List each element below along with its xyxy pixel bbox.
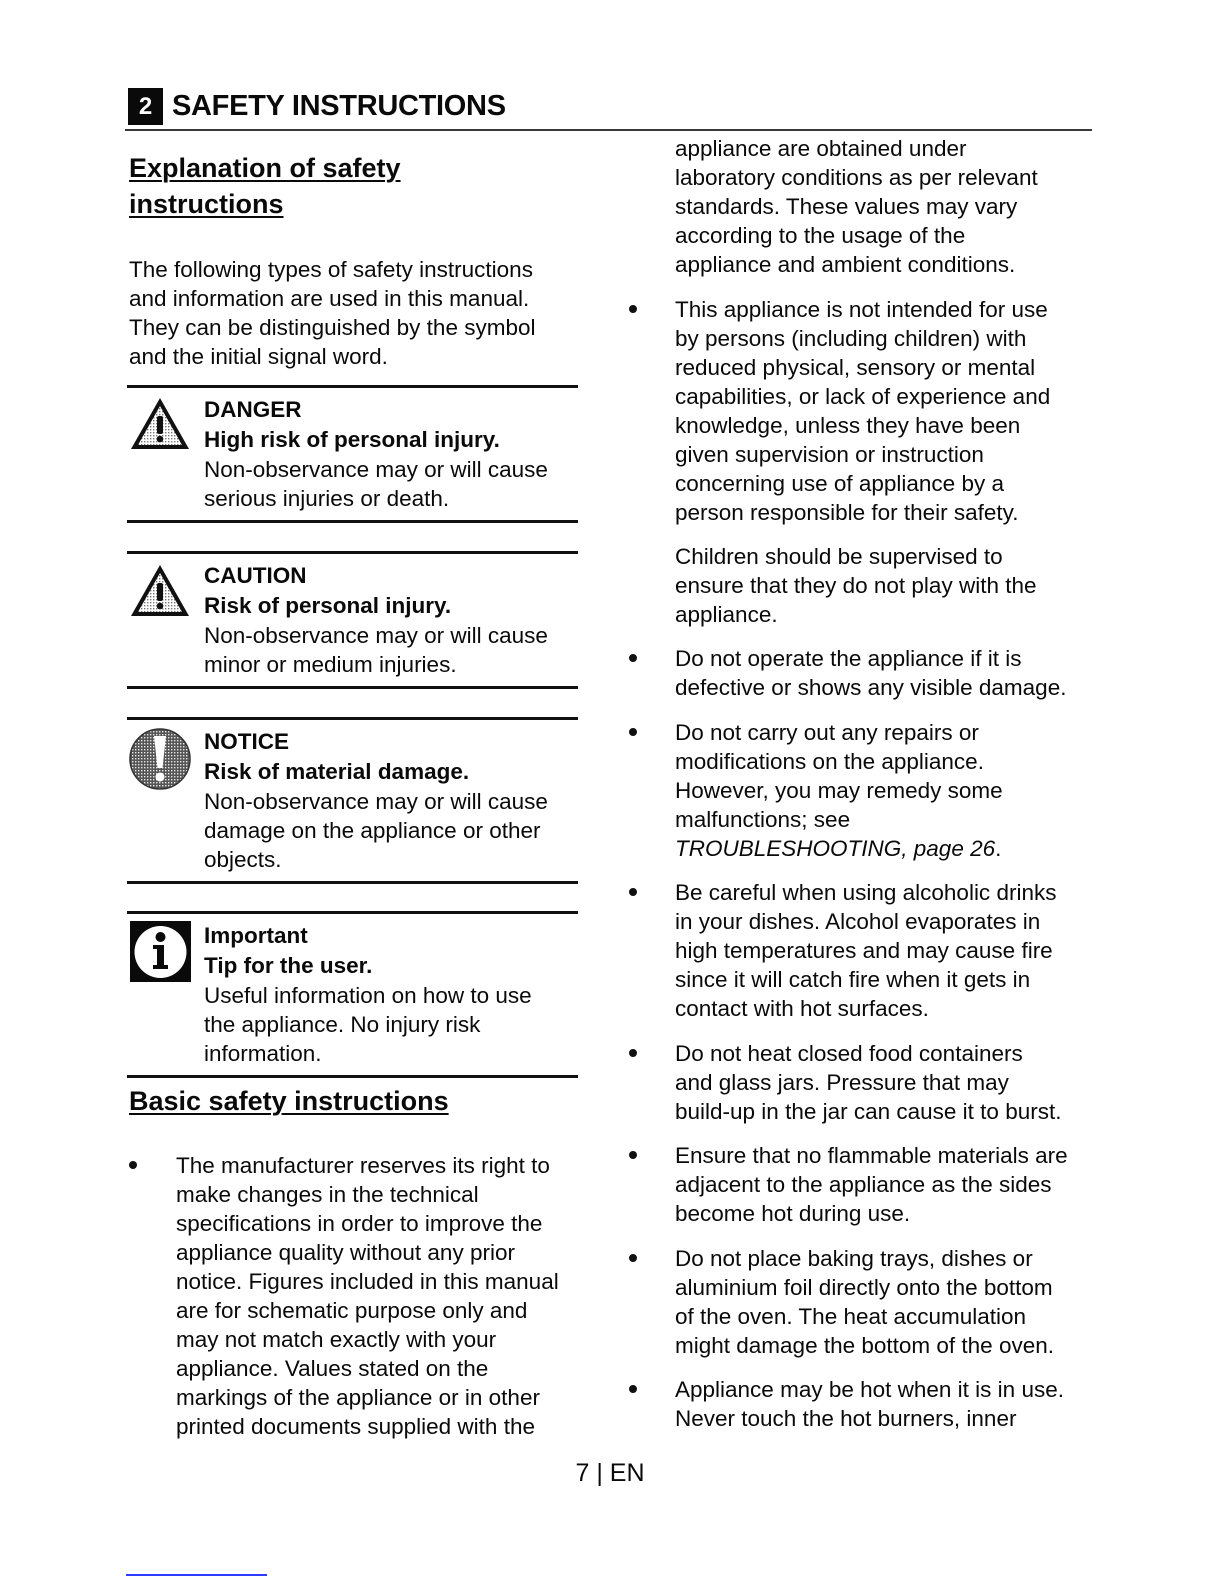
bullet-line: build-up in the jar can cause it to burst. bbox=[675, 1099, 1062, 1124]
continuation-paragraph bbox=[675, 134, 1115, 279]
notice-body-line: serious injuries or death. bbox=[204, 486, 450, 511]
bullet-alcohol bbox=[675, 878, 1115, 1023]
bullet-icon bbox=[629, 1049, 637, 1057]
bullet-line: Never touch the hot burners, inner bbox=[675, 1406, 1017, 1431]
bullet-line: given supervision or instruction bbox=[675, 442, 984, 467]
bullet-flammable bbox=[675, 1141, 1115, 1228]
notice-body-line: Non-observance may or will cause bbox=[204, 789, 548, 814]
notice-body-line: the appliance. No injury risk bbox=[204, 1012, 481, 1037]
footnote-link-line bbox=[126, 1574, 267, 1576]
bullet-line: notice. Figures included in this manual bbox=[176, 1269, 559, 1294]
info-icon bbox=[130, 921, 191, 982]
notice-label: Important bbox=[204, 923, 308, 948]
bullet-line: appliance quality without any prior bbox=[176, 1240, 515, 1265]
bullet-icon bbox=[629, 1151, 637, 1159]
danger-box-top-rule bbox=[127, 385, 578, 388]
bullet-line: modifications on the appliance. bbox=[675, 749, 984, 774]
bullet-line: specifications in order to improve the bbox=[176, 1211, 543, 1236]
caution-box-top-rule bbox=[127, 551, 578, 554]
xref-suffix: . bbox=[995, 836, 1002, 861]
intro-line: The following types of safety instructions bbox=[129, 257, 533, 282]
bullet-line: Do not operate the appliance if it is bbox=[675, 646, 1022, 671]
bullet-closed-containers bbox=[675, 1039, 1115, 1126]
bullet-line: may not match exactly with your bbox=[176, 1327, 497, 1352]
page-title: SAFETY INSTRUCTIONS bbox=[172, 90, 506, 122]
bullet-line: capabilities, or lack of experience and bbox=[675, 384, 1051, 409]
bullet-line: Do not place baking trays, dishes or bbox=[675, 1246, 1033, 1271]
exclamation-circle-icon bbox=[129, 728, 191, 790]
bullet-line: by persons (including children) with bbox=[675, 326, 1027, 351]
notice-subtitle: Tip for the user. bbox=[204, 953, 373, 978]
section-number-badge: 2 bbox=[128, 88, 163, 125]
notice-body-line: objects. bbox=[204, 847, 282, 872]
basic-safety-heading: Basic safety instructions bbox=[129, 1086, 449, 1116]
warning-triangle-icon bbox=[129, 396, 191, 452]
bullet-line: appliance. bbox=[675, 602, 778, 627]
bullet-icon bbox=[629, 1385, 637, 1393]
intro-line: and the initial signal word. bbox=[129, 344, 388, 369]
notice-box-bottom-rule bbox=[127, 881, 578, 884]
bullet-line: concerning use of appliance by a bbox=[675, 471, 1004, 496]
bullet-manufacturer bbox=[176, 1151, 596, 1441]
bullet-line: The manufacturer reserves its right to bbox=[176, 1153, 550, 1178]
bullet-line: ensure that they do not play with the bbox=[675, 573, 1037, 598]
notice-subtitle: Risk of material damage. bbox=[204, 759, 470, 784]
bullet-line: This appliance is not intended for use bbox=[675, 297, 1048, 322]
bullet-line: of the oven. The heat accumulation bbox=[675, 1304, 1027, 1329]
explanation-intro bbox=[129, 255, 589, 371]
notice-body-line: Non-observance may or will cause bbox=[204, 457, 548, 482]
bullet-icon bbox=[629, 654, 637, 662]
caution-notice bbox=[204, 561, 584, 679]
bullet-line: malfunctions; see bbox=[675, 807, 851, 832]
bullet-baking-trays bbox=[675, 1244, 1115, 1360]
caution-box-bottom-rule bbox=[127, 686, 578, 689]
explanation-heading-line1: Explanation of safety bbox=[129, 153, 401, 183]
troubleshooting-link[interactable]: TROUBLESHOOTING, page 26 bbox=[675, 836, 996, 861]
bullet-icon bbox=[629, 888, 637, 896]
notice-label: CAUTION bbox=[204, 563, 307, 588]
bullet-line: Ensure that no flammable materials are bbox=[675, 1143, 1068, 1168]
bullet-line: Children should be supervised to bbox=[675, 544, 1003, 569]
bullet-line: Appliance may be hot when it is in use. bbox=[675, 1377, 1064, 1402]
bullet-line: make changes in the technical bbox=[176, 1182, 479, 1207]
bullet-line: reduced physical, sensory or mental bbox=[675, 355, 1036, 380]
bullet-line: appliance. Values stated on the bbox=[176, 1356, 489, 1381]
bullet-line: in your dishes. Alcohol evaporates in bbox=[675, 909, 1041, 934]
page-number: 7 | EN bbox=[575, 1459, 645, 1487]
bullet-line: and glass jars. Pressure that may bbox=[675, 1070, 1009, 1095]
danger-box-bottom-rule bbox=[127, 520, 578, 523]
notice-body-line: minor or medium injuries. bbox=[204, 652, 457, 677]
bullet-line: defective or shows any visible damage. bbox=[675, 675, 1067, 700]
notice-box-top-rule bbox=[127, 717, 578, 720]
bullet-line: Be careful when using alcoholic drinks bbox=[675, 880, 1057, 905]
intro-line: They can be distinguished by the symbol bbox=[129, 315, 536, 340]
important-notice bbox=[204, 921, 584, 1068]
bullet-appliance-hot bbox=[675, 1375, 1115, 1433]
notice-label: DANGER bbox=[204, 397, 302, 422]
bullet-line: appliance are obtained under bbox=[675, 136, 967, 161]
notice-body-line: damage on the appliance or other bbox=[204, 818, 541, 843]
bullet-not-intended bbox=[675, 295, 1115, 527]
intro-line: and information are used in this manual. bbox=[129, 286, 530, 311]
danger-notice bbox=[204, 395, 584, 513]
notice-body-line: Non-observance may or will cause bbox=[204, 623, 548, 648]
bullet-line: become hot during use. bbox=[675, 1201, 911, 1226]
bullet-line: aluminium foil directly onto the bottom bbox=[675, 1275, 1053, 1300]
bullet-line: printed documents supplied with the bbox=[176, 1414, 535, 1439]
bullet-line: since it will catch fire when it gets in bbox=[675, 967, 1031, 992]
notice-body-line: Useful information on how to use bbox=[204, 983, 532, 1008]
notice-body-line: information. bbox=[204, 1041, 322, 1066]
bullet-line: contact with hot surfaces. bbox=[675, 996, 929, 1021]
bullet-icon bbox=[629, 305, 637, 313]
header-divider bbox=[125, 129, 1092, 131]
notice-notice bbox=[204, 727, 584, 874]
bullet-line: Do not heat closed food containers bbox=[675, 1041, 1023, 1066]
children-paragraph bbox=[675, 542, 1115, 629]
bullet-line: according to the usage of the bbox=[675, 223, 966, 248]
bullet-line: might damage the bottom of the oven. bbox=[675, 1333, 1054, 1358]
bullet-icon bbox=[129, 1161, 137, 1169]
notice-label: NOTICE bbox=[204, 729, 290, 754]
bullet-repairs bbox=[675, 718, 1115, 863]
bullet-line: high temperatures and may cause fire bbox=[675, 938, 1053, 963]
bullet-line: Do not carry out any repairs or bbox=[675, 720, 979, 745]
important-box-top-rule bbox=[127, 911, 578, 914]
bullet-line: laboratory conditions as per relevant bbox=[675, 165, 1038, 190]
important-box-bottom-rule bbox=[127, 1075, 578, 1078]
bullet-line: appliance and ambient conditions. bbox=[675, 252, 1016, 277]
bullet-do-not-operate bbox=[675, 644, 1115, 702]
notice-subtitle: Risk of personal injury. bbox=[204, 593, 452, 618]
bullet-icon bbox=[629, 1254, 637, 1262]
bullet-icon bbox=[629, 728, 637, 736]
explanation-heading-line2: instructions bbox=[129, 189, 284, 219]
bullet-line: adjacent to the appliance as the sides bbox=[675, 1172, 1052, 1197]
bullet-line: person responsible for their safety. bbox=[675, 500, 1019, 525]
warning-triangle-icon bbox=[129, 563, 191, 619]
troubleshooting-xref[interactable] bbox=[675, 834, 1115, 863]
bullet-line: knowledge, unless they have been bbox=[675, 413, 1021, 438]
bullet-line: markings of the appliance or in other bbox=[176, 1385, 540, 1410]
bullet-line: are for schematic purpose only and bbox=[176, 1298, 528, 1323]
bullet-line: standards. These values may vary bbox=[675, 194, 1018, 219]
notice-subtitle: High risk of personal injury. bbox=[204, 427, 500, 452]
bullet-line: However, you may remedy some bbox=[675, 778, 1003, 803]
